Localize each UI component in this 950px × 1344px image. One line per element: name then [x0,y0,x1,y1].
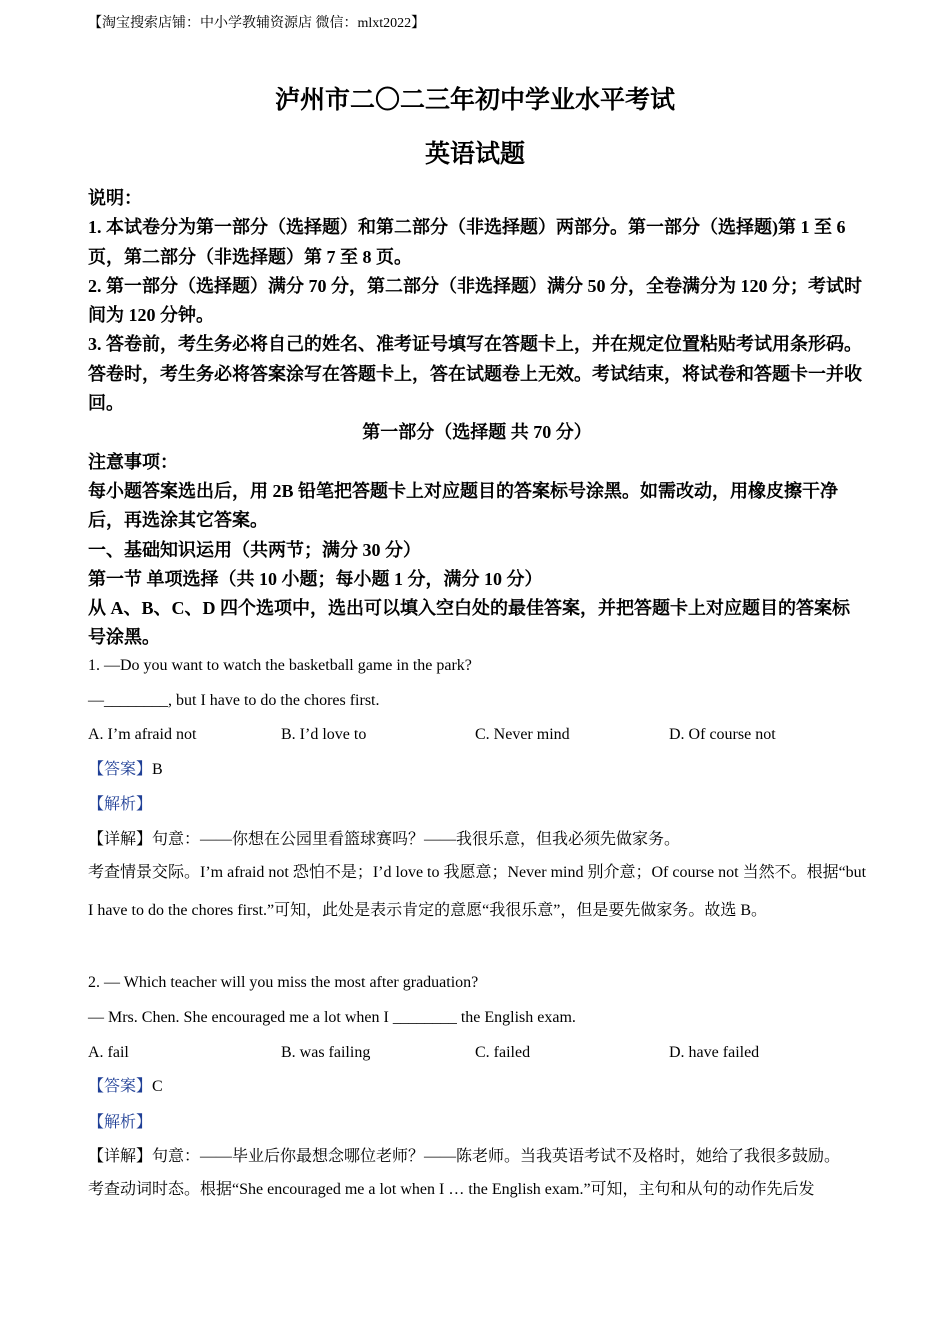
question-1-option-a: A. I’m afraid not [88,726,197,743]
question-1-explanation: 考查情景交际。I’m afraid not 恐怕不是；I’d love to 我愿意；Never mind 别介意；Of course not 当然不。根据“but I have to do the chores first.”可知，此处是表示肯定的意愿“我很乐意”，但是要先做家务。故选 B。 [88,864,867,919]
question-2-line1: 2. — Which teacher will you miss the most after graduation? [88,974,479,991]
section-title: 一、基础知识运用（共两节；满分 30 分） [88,539,421,560]
analysis-tag: 【解析】 [88,796,153,813]
question-1-option-c: C. Never mind [475,726,570,743]
instructions [88,184,866,653]
detail-meaning: 句意：——毕业后你最想念哪位老师？——陈老师。当我英语考试不及格时，她给了我很多鼓励。 [152,1148,841,1165]
exam-title: 泸州市二〇二三年初中学业水平考试 [274,87,675,114]
question-1-line1: 1. —Do you want to watch the basketball game in the park? [88,657,472,674]
question-1-option-b: B. I’d love to [281,726,367,743]
question-1-analysis-tag [88,794,878,816]
notice-text: 每小题答案选出后，用 2B 铅笔把答题卡上对应题目的答案标号涂黑。如需改动，用橡皮擦干净后，再选涂其它答案。 [88,480,839,531]
detail-tag: 【详解】 [88,831,153,848]
question-2-option-d: D. have failed [669,1044,760,1061]
question-2-option-b: B. was failing [281,1044,371,1061]
instruction-item: 1. 本试卷分为第一部分（选择题）和第二部分（非选择题）两部分。第一部分（选择题)第 1 至 6 页，第二部分（非选择题）第 7 至 8 页。 [88,217,846,267]
header-note: 【淘宝搜索店铺：中小学教辅资源店 微信：mlxt2022】 [88,16,426,31]
subsection-title: 第一节 单项选择（共 10 小题；每小题 1 分，满分 10 分） [88,568,543,589]
instructions-heading: 说明： [88,188,142,208]
exam-subtitle: 英语试题 [424,141,525,168]
directions: 从 A、B、C、D 四个选项中，选出可以填入空白处的最佳答案，并把答题卡上对应题目的答案标号涂黑。 [88,598,850,648]
notice-heading: 注意事项： [88,451,178,472]
question-2-line2: — Mrs. Chen. She encouraged me a lot when I ________ the English exam. [88,1009,576,1026]
detail-meaning: 句意：——你想在公园里看篮球赛吗？——我很乐意，但我必须先做家务。 [152,831,681,848]
question-2-explanation: 考查动词时态。根据“She encouraged me a lot when I … the English exam.”可知，主句和从句的动作先后发 [88,1181,815,1198]
detail-tag: 【详解】 [88,1148,153,1165]
question-1-option-d: D. Of course not [669,726,776,743]
question-1-line2: —________, but I have to do the chores first. [88,692,380,709]
analysis-tag: 【解析】 [88,1114,153,1131]
question-2-answer [88,1076,878,1098]
instruction-item: 2. 第一部分（选择题）满分 70 分，第二部分（非选择题）满分 50 分，全卷满分为 120 分；考试时间为 120 分钟。 [88,275,862,326]
question-2-detail [88,1146,878,1168]
part1-title: 第一部分（选择题 共 70 分） [362,422,592,443]
question-2-option-c: C. failed [475,1044,531,1061]
answer-value: B [152,761,163,778]
answer-value: C [152,1078,163,1095]
answer-tag: 【答案】 [88,761,153,778]
question-2-option-a: A. fail [88,1044,129,1061]
question-1-answer [88,759,878,781]
question-2-analysis-tag [88,1112,878,1134]
instruction-item: 3. 答卷前，考生务必将自己的姓名、准考证号填写在答题卡上，并在规定位置粘贴考试用条形码。答卷时，考生务必将答案涂写在答题卡上，答在试题卷上无效。考试结束，将试卷和答题卡一并收回。 [88,334,862,414]
answer-tag: 【答案】 [88,1078,153,1095]
question-1-detail [88,829,878,851]
